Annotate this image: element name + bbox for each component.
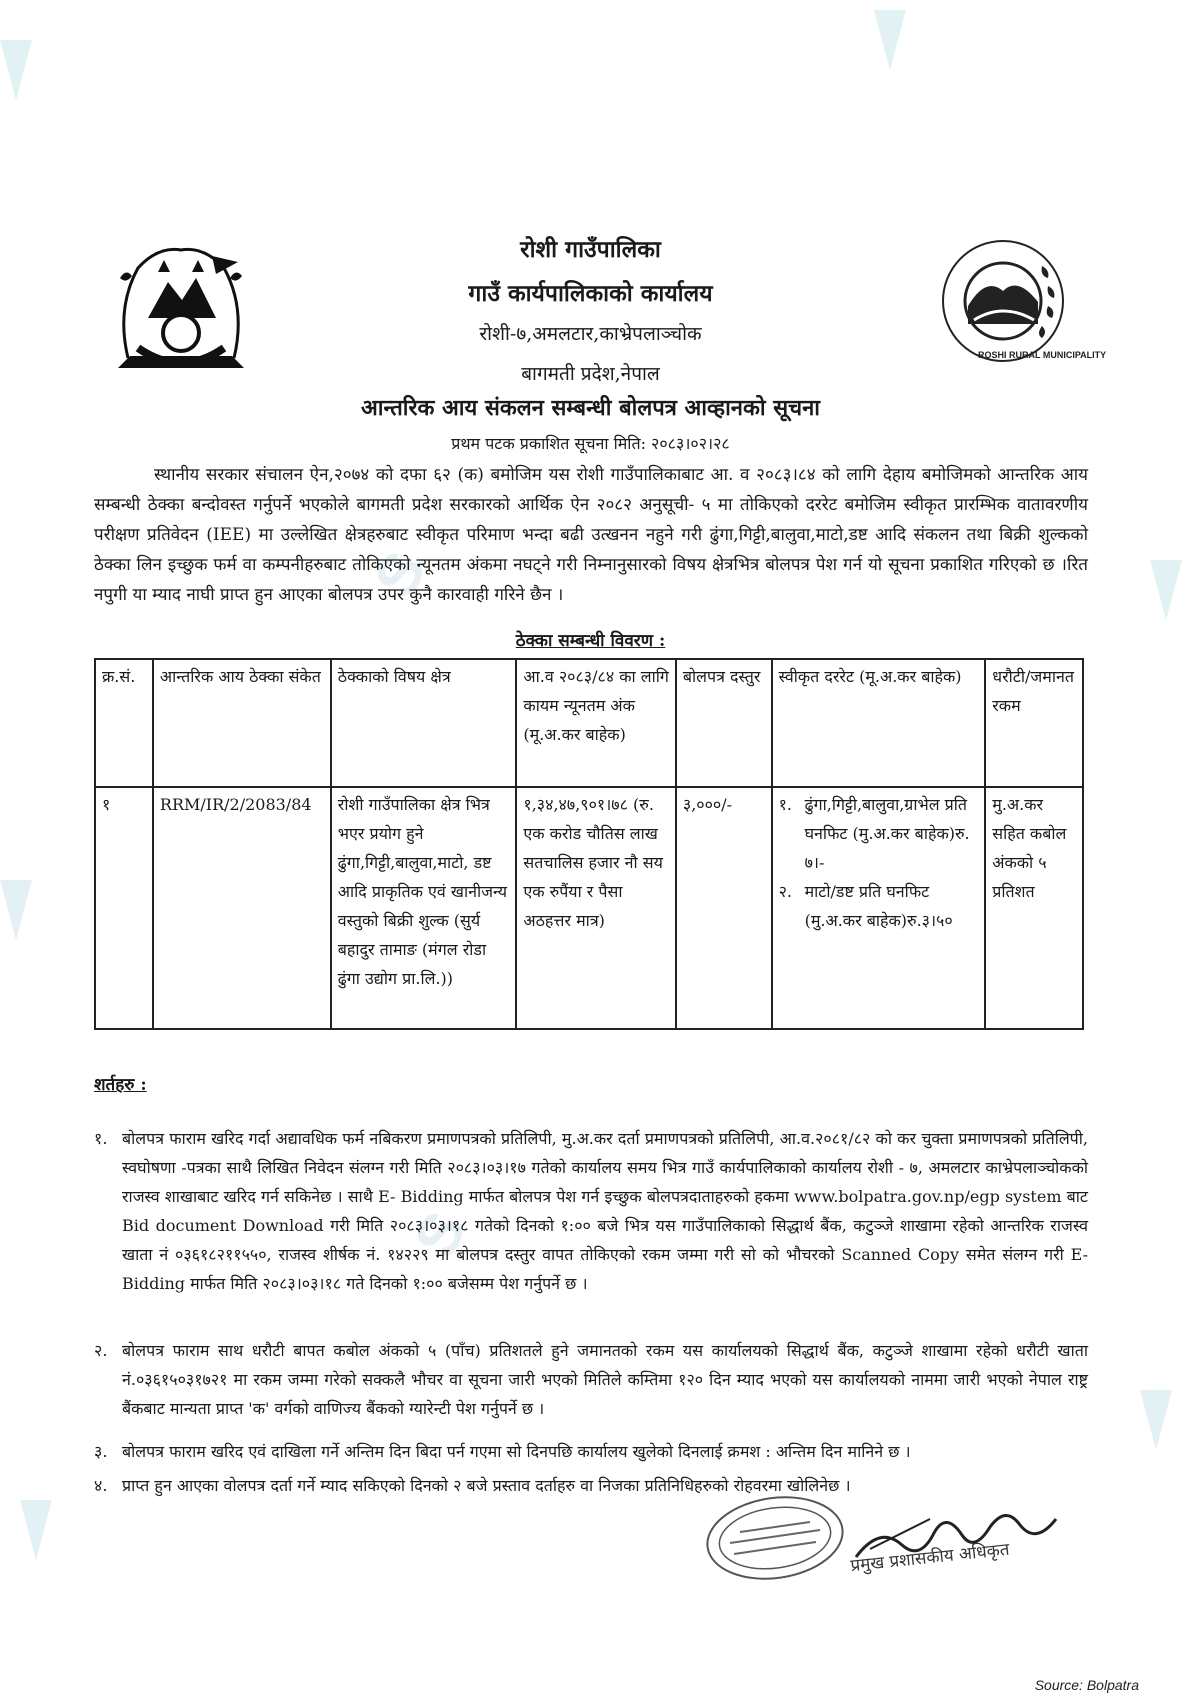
rate-text: ढुंगा,गिट्टी,बालुवा,ग्राभेल प्रति घनफिट (मु.अ.कर बाहेक)रु. ७।- — [804, 795, 970, 872]
cell-deposit: मु.अ.कर सहित कबोल अंकको ५ प्रतिशत — [985, 787, 1083, 1029]
rate-item — [779, 790, 979, 877]
cell-rate — [772, 787, 986, 1029]
office-province: बागमती प्रदेश,नेपाल — [521, 363, 660, 385]
term-text: बोलपत्र फाराम खरिद एवं दाखिला गर्ने अन्तिम दिन बिदा पर्न गएमा सो दिनपछि कार्यालय खुलेको दिनलाई क्रमश : अन्तिम दिन मानिने छ । — [122, 1442, 911, 1461]
term-item — [94, 1437, 1088, 1466]
watermark-mark — [1140, 1390, 1172, 1450]
watermark-mark — [20, 1500, 52, 1560]
term-item — [94, 1124, 1088, 1298]
signatory-title: प्रमुख प्रशासकीय अधिकृत — [849, 1539, 1011, 1577]
watermark-logo: S — [361, 541, 439, 608]
term-number: ३. — [94, 1442, 108, 1461]
watermark-mark — [0, 40, 32, 100]
header-min-amount: आ.व २०८३/८४ का लागि कायम न्यूनतम अंक (मू.अ.कर बाहेक) — [516, 659, 675, 787]
rate-text: माटो/डष्ट प्रति घनफिट (मु.अ.कर बाहेक)रु.३।५० — [804, 882, 953, 930]
cell-code: RRM/IR/2/2083/84 — [153, 787, 331, 1029]
table-row — [95, 787, 1083, 1029]
cell-fee: ३,०००/- — [676, 787, 772, 1029]
term-number: २. — [94, 1341, 108, 1360]
watermark-mark — [1150, 560, 1182, 620]
rate-number: २. — [778, 882, 792, 901]
header-fee: बोलपत्र दस्तुर — [676, 659, 772, 787]
cell-min-amount: १,३४,४७,९०१।७८ (रु. एक करोड चौतिस लाख सतचालिस हजार नौ सय एक रुपैंया र पैसा अठहत्तर मात्र) — [516, 787, 675, 1029]
term-text: प्राप्त हुन आएका वोलपत्र दर्ता गर्ने म्याद सकिएको दिनको २ बजे प्रस्ताव दर्ताहरु वा निजका प्रतिनिधिहरुको रोहवरमा खोलिनेछ । — [122, 1476, 851, 1495]
watermark-mark — [0, 880, 32, 940]
header-sn: क्र.सं. — [95, 659, 153, 787]
header-code: आन्तरिक आय ठेक्का संकेत — [153, 659, 331, 787]
cell-subject: रोशी गाउँपालिका क्षेत्र भित्र भएर प्रयोग हुने ढुंगा,गिट्टी,बालुवा,माटो, डष्ट आदि प्राकृतिक एवं खानीजन्य वस्तुको बिक्री शुल्क (सुर्य बहादुर तामाङ (मंगल रोडा ढुंगा उद्योग प्रा.लि.)) — [331, 787, 517, 1029]
watermark-mark — [874, 10, 906, 70]
term-text: बोलपत्र फाराम साथ धरौटी बापत कबोल अंकको ५ (पाँच) प्रतिशतले हुने जमानतको रकम यस कार्यालयको सिद्धार्थ बैंक, कटुञ्जे शाखामा रहेको धरौटी खाता नं.०३६१५०३१७२१ मा रकम जम्मा गरेको सक्कलै भौचर वा सूचना जारी भएको मितिले कम्तिमा १२० दिन म्याद भएको यस कार्यालयको नाममा जारी भएको नेपाल राष्ट्र बैंकबाट मान्यता प्राप्त 'क' वर्गको वाणिज्य बैंकको ग्यारेन्टी पेश गर्नुपर्ने छ । — [122, 1341, 1088, 1418]
term-number: ४. — [94, 1476, 108, 1495]
term-text: बोलपत्र फाराम खरिद गर्दा अद्यावधिक फर्म नबिकरण प्रमाणपत्रको प्रतिलिपी, मु.अ.कर दर्ता प्रमाणपत्रको प्रतिलिपी, आ.व.२०८१/८२ को कर चुक्ता प्रमाणपत्रको प्रतिलिपी, स्वघोषणा -पत्रका साथै लिखित निवेदन संलग्न गरी मिति २०८३।०३।१७ गतेको कार्यालय समय भित्र गाउँ कार्यपालिकाको कार्यालय रोशी - ७, अमलटार काभ्रेपलाञ्चोकको राजस्व शाखाबाट खरिद गर्न सकिनेछ । साथै E- Bidding मार्फत बोलपत्र पेश गर्न इच्छुक बोलपत्रदाताहरुको हकमा www.bolpatra.gov.np/egp system बाट Bid document Download गरी मिति २०८३।०३।१८ गतेको दिनको १:०० बजे भित्र यस गाउँपालिकाको सिद्धार्थ बैंक, कटुञ्जे शाखामा रहेको आन्तरिक राजस्व खाता नं ०३६१८२११५५०, राजस्व शीर्षक नं. १४२२९ मा बोलपत्र दस्तुर वापत तोकिएको रकम जम्मा गरी सो को भौचरको Scanned Copy समेत संलग्न गरी E-Bidding मार्फत मिति २०८३।०३।१८ गते दिनको १:०० बजेसम्म पेश गर्नुपर्ने छ । — [122, 1129, 1088, 1293]
watermark-logo: S — [401, 1201, 479, 1268]
office-stamp-icon — [700, 1488, 850, 1588]
office-name: गाउँ कार्यपालिकाको कार्यालय — [468, 280, 713, 307]
intro-paragraph: स्थानीय सरकार संचालन ऐन,२०७४ को दफा ६२ (क) बमोजिम यस रोशी गाउँपालिकाबाट आ. व २०८३।८४ को लागि देहाय बमोजिमको आन्तरिक आय सम्बन्धी ठेक्का बन्दोवस्त गर्नुपर्ने भएकोले बागमती प्रदेश सरकारको आर्थिक ऐन २०८२ अनुसूची- ५ मा तोकिएको दररेट बमोजिम स्वीकृत प्रारम्भिक वातावरणीय परीक्षण प्रतिवेदन (IEE) मा उल्लेखित क्षेत्रहरुबाट स्वीकृत परिमाण भन्दा बढी उत्खनन नहुने गरी ढुंगा,गिट्टी,बालुवा,माटो,डष्ट आदि संकलन तथा बिक्री शुल्कको ठेक्का लिन इच्छुक फर्म वा कम्पनीहरुबाट तोकिएको न्यूनतम अंकमा नघट्ने गरी निम्नानुसारको विषय क्षेत्रभित्र बोलपत्र पेश गर्न यो सूचना प्रकाशित गरिएको छ ।रित नपुगी या म्याद नाघी प्राप्त हुन आएका बोलपत्र उपर कुनै कारवाही गरिने छैन । — [94, 465, 1088, 605]
term-item — [94, 1471, 1088, 1500]
header-deposit: धरौटी/जमानत रकम — [985, 659, 1083, 787]
notice-title: आन्तरिक आय संकलन सम्बन्धी बोलपत्र आव्हानको सूचना — [361, 395, 820, 421]
term-number: १. — [94, 1129, 108, 1148]
rate-item — [779, 877, 979, 935]
publish-date: प्रथम पटक प्रकाशित सूचना मिति: २०८३।०२।२८ — [451, 434, 730, 453]
header-subject: ठेक्काको विषय क्षेत्र — [331, 659, 517, 787]
cell-sn: १ — [95, 787, 153, 1029]
rate-number: १. — [778, 795, 792, 814]
source-caption: Source: Bolpatra — [1034, 1677, 1139, 1693]
logo-text: ROSHI RURAL MUNICIPALITY — [978, 350, 1107, 360]
terms-title: शर्तहरु : — [94, 1075, 147, 1095]
table-heading: ठेक्का सम्बन्धी विवरण : — [515, 631, 666, 651]
table-header-row — [95, 659, 1083, 787]
office-address: रोशी-७,अमलटार,काभ्रेपलाञ्चोक — [479, 323, 702, 345]
term-item — [94, 1336, 1088, 1423]
contract-table — [94, 658, 1084, 1030]
org-name: रोशी गाउँपालिका — [520, 236, 661, 263]
header-rate: स्वीकृत दररेट (मू.अ.कर बाहेक) — [772, 659, 986, 787]
